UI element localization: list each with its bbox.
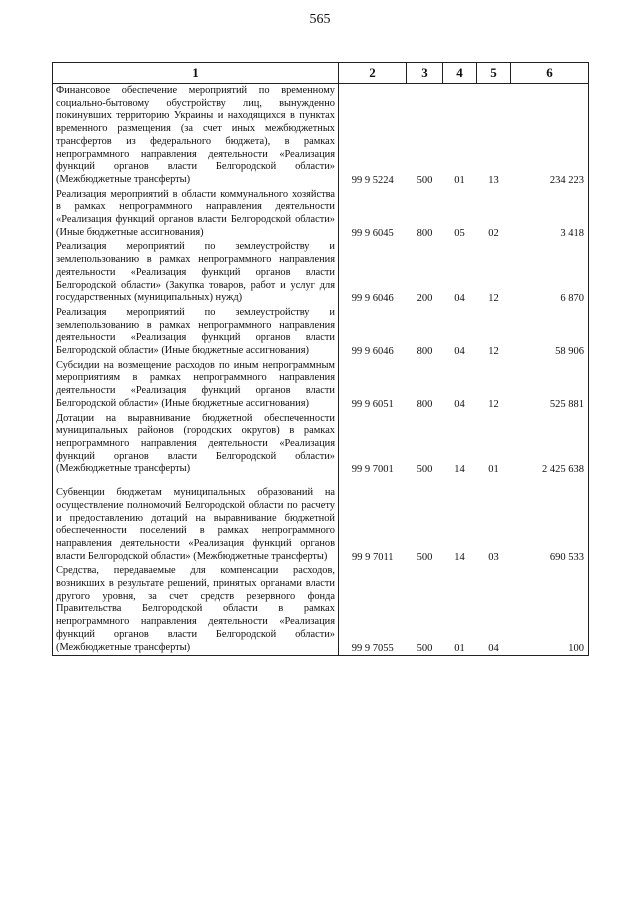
row-description: Средства, передаваемые для компенсации расходов, возникших в результате решений, принятых органами власти другого уровня, за счет средств резервного фонда Правительства Белгородской области в рамках непрограммного направления деятельности «Реализация функций органов власти Белгородской области» (Межбюджетные трансферты) [53,564,339,655]
row-amount: 100 [511,564,589,655]
row-subsection: 12 [488,346,499,358]
row-amount: 2 425 638 [511,412,589,478]
row-expense-type: 500 [416,174,433,186]
row-amount: 58 906 [511,306,589,359]
column-header-expense-type: 3 [407,63,443,84]
row-subsection: 03 [488,551,499,563]
row-expense-type: 800 [416,227,433,239]
row-target-code: 99 9 6046 [351,346,394,358]
row-subsection: 12 [488,293,499,305]
row-section: 01 [454,174,465,186]
row-subsection: 04 [477,564,511,655]
row-subsection: 12 [488,398,499,410]
row-description: Субвенции бюджетам муниципальных образований на осуществление полномочий Белгородской области по расчету и предоставлению дотаций на выравнивание бюджетной обеспеченности поселений в рамках непрограммного направления деятельности «Реализация функций органов власти Белгородской области» (Межбюджетные трансферты) [53,477,339,564]
row-subsection: 13 [488,174,499,186]
column-header-subsection: 5 [477,63,511,84]
row-description: Реализация мероприятий в области коммунального хозяйства в рамках непрограммного направления деятельности «Реализация функций органов власти Белгородской области» (Иные бюджетные ассигнования) [53,188,339,241]
column-header-section: 4 [443,63,477,84]
row-section: 01 [443,564,477,655]
column-header-description: 1 [53,63,339,84]
row-target-code: 99 9 5224 [351,174,394,186]
table-row [53,564,589,655]
row-description: Реализация мероприятий по землеустройству и землепользованию в рамках непрограммного направления деятельности «Реализация функций органов власти Белгородской области» (Закупка товаров, работ и услуг для государственных (муниципальных) нужд) [53,240,339,306]
table-row [53,84,589,188]
table-row [53,188,589,241]
row-amount: 6 870 [511,240,589,306]
row-subsection: 01 [488,464,499,476]
row-description: Дотации на выравнивание бюджетной обеспеченности муниципальных районов (городских округов) в рамках непрограммного направления деятельности «Реализация функций органов власти Белгородской области» (Межбюджетные трансферты) [53,412,339,478]
row-target-code: 99 9 7011 [351,551,394,563]
row-target-code: 99 9 7055 [339,564,407,655]
row-amount: 234 223 [511,84,589,188]
row-section: 04 [454,346,465,358]
row-amount: 525 881 [511,359,589,412]
row-section: 14 [454,464,465,476]
row-target-code: 99 9 7001 [351,464,394,476]
budget-table [52,62,589,656]
row-amount: 3 418 [511,188,589,241]
table-row [53,306,589,359]
row-subsection: 02 [488,227,499,239]
row-expense-type: 500 [416,464,433,476]
table-row [53,240,589,306]
row-section: 05 [454,227,465,239]
row-expense-type: 800 [416,398,433,410]
row-expense-type: 500 [416,551,433,563]
page-number: 565 [309,12,331,27]
row-target-code: 99 9 6046 [351,293,394,305]
row-description: Финансовое обеспечение мероприятий по временному социально-бытовому обустройству лиц, вынужденно покинувших территорию Украины и находящихся в пунктах временного размещения (за счет иных межбюджетных трансфертов из федерального бюджета), в рамках непрограммного направления деятельности «Реализация функций органов власти Белгородской области» (Межбюджетные трансферты) [53,84,339,188]
row-description: Реализация мероприятий по землеустройству и землепользованию в рамках непрограммного направления деятельности «Реализация функций органов власти Белгородской области» (Иные бюджетные ассигнования) [53,306,339,359]
column-header-amount: 6 [511,63,589,84]
row-section: 14 [454,551,465,563]
row-description: Субсидии на возмещение расходов по иным непрограммным мероприятиям в рамках непрограммного направления деятельности «Реализация функций органов власти Белгородской области» (Иные бюджетные ассигнования) [53,359,339,412]
table-row [53,359,589,412]
column-header-target-code: 2 [339,63,407,84]
row-expense-type: 500 [407,564,443,655]
table-header-row [53,63,589,84]
row-expense-type: 800 [416,346,433,358]
row-target-code: 99 9 6045 [351,227,394,239]
row-amount: 690 533 [511,477,589,564]
table-row [53,412,589,478]
row-section: 04 [454,293,465,305]
row-expense-type: 200 [416,293,433,305]
table-row [53,477,589,564]
row-section: 04 [454,398,465,410]
row-target-code: 99 9 6051 [351,398,394,410]
